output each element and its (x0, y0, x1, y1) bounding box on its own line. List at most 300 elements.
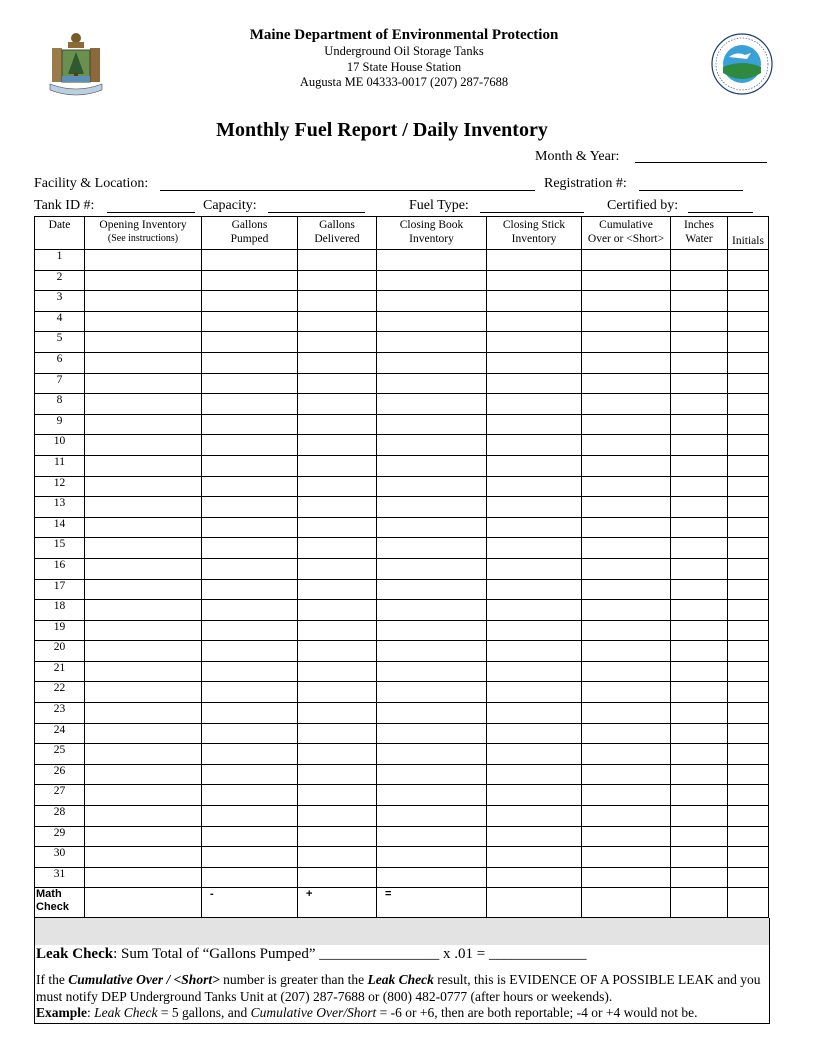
notice-part-1: If the (36, 972, 69, 987)
entry-cell[interactable] (487, 435, 582, 456)
entry-cell[interactable] (487, 600, 582, 621)
entry-cell[interactable] (377, 867, 487, 888)
entry-cell[interactable] (671, 558, 728, 579)
entry-cell[interactable] (728, 682, 769, 703)
entry-cell[interactable] (728, 826, 769, 847)
day-number: 24 (35, 723, 85, 744)
entry-cell[interactable] (582, 682, 671, 703)
entry-cell[interactable] (298, 352, 377, 373)
math-check-stick-cell[interactable] (487, 888, 582, 918)
entry-cell[interactable] (671, 394, 728, 415)
entry-cell[interactable] (377, 291, 487, 312)
entry-cell[interactable] (728, 847, 769, 868)
entry-cell[interactable] (582, 703, 671, 724)
entry-cell[interactable] (377, 826, 487, 847)
entry-cell[interactable] (728, 373, 769, 394)
entry-cell[interactable] (487, 455, 582, 476)
entry-cell[interactable] (671, 497, 728, 518)
entry-cell[interactable] (377, 641, 487, 662)
entry-cell[interactable] (202, 867, 298, 888)
entry-cell[interactable] (85, 538, 202, 559)
entry-cell[interactable] (582, 558, 671, 579)
table-row (35, 867, 769, 888)
entry-cell[interactable] (298, 641, 377, 662)
entry-cell[interactable] (728, 476, 769, 497)
entry-cell[interactable] (671, 373, 728, 394)
table-row (35, 641, 769, 662)
entry-cell[interactable] (202, 352, 298, 373)
registration-field[interactable] (639, 190, 743, 191)
entry-cell[interactable] (85, 558, 202, 579)
entry-cell[interactable] (728, 620, 769, 641)
fuel-type-field[interactable] (480, 212, 584, 213)
math-check-water-cell[interactable] (671, 888, 728, 918)
entry-cell[interactable] (728, 867, 769, 888)
entry-cell[interactable] (202, 703, 298, 724)
entry-cell[interactable] (377, 620, 487, 641)
entry-cell[interactable] (487, 291, 582, 312)
entry-cell[interactable] (728, 311, 769, 332)
capacity-field[interactable] (268, 212, 365, 213)
entry-cell[interactable] (487, 497, 582, 518)
col-stick-label-1: Closing Stick (502, 219, 566, 231)
entry-cell[interactable] (377, 394, 487, 415)
entry-cell[interactable] (671, 682, 728, 703)
entry-cell[interactable] (487, 682, 582, 703)
entry-cell[interactable] (582, 826, 671, 847)
entry-cell[interactable] (202, 291, 298, 312)
entry-cell[interactable] (487, 785, 582, 806)
entry-cell[interactable] (298, 414, 377, 435)
entry-cell[interactable] (85, 291, 202, 312)
entry-cell[interactable] (298, 661, 377, 682)
entry-cell[interactable] (487, 641, 582, 662)
col-date-label: Date (48, 219, 71, 231)
entry-cell[interactable] (377, 311, 487, 332)
entry-cell[interactable] (728, 558, 769, 579)
entry-cell[interactable] (377, 497, 487, 518)
entry-cell[interactable] (582, 476, 671, 497)
entry-cell[interactable] (728, 352, 769, 373)
entry-cell[interactable] (671, 744, 728, 765)
entry-cell[interactable] (728, 497, 769, 518)
entry-cell[interactable] (671, 723, 728, 744)
entry-cell[interactable] (728, 661, 769, 682)
capacity-label: Capacity: (203, 198, 257, 213)
entry-cell[interactable] (298, 455, 377, 476)
entry-cell[interactable] (487, 723, 582, 744)
example-leak-check: Leak Check (94, 1005, 158, 1020)
entry-cell[interactable] (582, 414, 671, 435)
col-date (35, 217, 85, 250)
entry-cell[interactable] (487, 764, 582, 785)
entry-cell[interactable] (671, 600, 728, 621)
entry-cell[interactable] (728, 579, 769, 600)
entry-cell[interactable] (202, 682, 298, 703)
day-number: 25 (35, 744, 85, 765)
table-row (35, 682, 769, 703)
entry-cell[interactable] (85, 661, 202, 682)
table-row (35, 352, 769, 373)
entry-cell[interactable] (377, 579, 487, 600)
entry-cell[interactable] (582, 250, 671, 271)
entry-cell[interactable] (377, 723, 487, 744)
page-title: Monthly Fuel Report / Daily Inventory (216, 119, 548, 141)
entry-cell[interactable] (202, 373, 298, 394)
entry-cell[interactable] (487, 517, 582, 538)
entry-cell[interactable] (298, 744, 377, 765)
entry-cell[interactable] (85, 455, 202, 476)
entry-cell[interactable] (298, 703, 377, 724)
entry-cell[interactable] (298, 311, 377, 332)
entry-cell[interactable] (202, 538, 298, 559)
entry-cell[interactable] (728, 394, 769, 415)
entry-cell[interactable] (85, 703, 202, 724)
entry-cell[interactable] (202, 517, 298, 538)
entry-cell[interactable] (377, 744, 487, 765)
entry-cell[interactable] (671, 455, 728, 476)
entry-cell[interactable] (298, 373, 377, 394)
entry-cell[interactable] (671, 826, 728, 847)
entry-cell[interactable] (728, 538, 769, 559)
entry-cell[interactable] (202, 497, 298, 518)
entry-cell[interactable] (85, 352, 202, 373)
table-row (35, 270, 769, 291)
entry-cell[interactable] (671, 847, 728, 868)
entry-cell[interactable] (671, 332, 728, 353)
entry-cell[interactable] (298, 826, 377, 847)
entry-cell[interactable] (202, 435, 298, 456)
entry-cell[interactable] (671, 806, 728, 827)
entry-cell[interactable] (728, 764, 769, 785)
entry-cell[interactable] (85, 764, 202, 785)
entry-cell[interactable] (671, 270, 728, 291)
entry-cell[interactable] (85, 414, 202, 435)
entry-cell[interactable] (298, 785, 377, 806)
certified-by-field[interactable] (688, 212, 753, 213)
entry-cell[interactable] (85, 435, 202, 456)
table-row (35, 661, 769, 682)
entry-cell[interactable] (582, 538, 671, 559)
example-part-1: : (87, 1005, 95, 1020)
entry-cell[interactable] (671, 620, 728, 641)
day-number: 22 (35, 682, 85, 703)
entry-cell[interactable] (298, 806, 377, 827)
entry-cell[interactable] (582, 311, 671, 332)
entry-cell[interactable] (85, 394, 202, 415)
entry-cell[interactable] (298, 620, 377, 641)
entry-cell[interactable] (85, 641, 202, 662)
entry-cell[interactable] (85, 847, 202, 868)
entry-cell[interactable] (582, 332, 671, 353)
entry-cell[interactable] (85, 867, 202, 888)
entry-cell[interactable] (671, 291, 728, 312)
entry-cell[interactable] (298, 764, 377, 785)
entry-cell[interactable] (582, 291, 671, 312)
entry-cell[interactable] (298, 497, 377, 518)
entry-cell[interactable] (582, 394, 671, 415)
entry-cell[interactable] (202, 270, 298, 291)
math-check-delivered-cell[interactable] (298, 888, 377, 918)
entry-cell[interactable] (377, 352, 487, 373)
entry-cell[interactable] (582, 847, 671, 868)
day-number: 1 (35, 250, 85, 271)
entry-cell[interactable] (85, 723, 202, 744)
day-number: 8 (35, 394, 85, 415)
entry-cell[interactable] (728, 270, 769, 291)
entry-cell[interactable] (487, 703, 582, 724)
entry-cell[interactable] (85, 806, 202, 827)
entry-cell[interactable] (671, 641, 728, 662)
col-opening-inventory (85, 217, 202, 250)
entry-cell[interactable] (728, 806, 769, 827)
entry-cell[interactable] (582, 785, 671, 806)
leak-check-line (36, 946, 586, 963)
entry-cell[interactable] (671, 414, 728, 435)
entry-cell[interactable] (377, 517, 487, 538)
entry-cell[interactable] (671, 867, 728, 888)
entry-cell[interactable] (202, 394, 298, 415)
entry-cell[interactable] (671, 764, 728, 785)
entry-cell[interactable] (298, 435, 377, 456)
entry-cell[interactable] (487, 476, 582, 497)
entry-cell[interactable] (202, 764, 298, 785)
entry-cell[interactable] (582, 270, 671, 291)
month-year-label: Month & Year: (535, 149, 620, 164)
entry-cell[interactable] (85, 250, 202, 271)
entry-cell[interactable] (377, 270, 487, 291)
entry-cell[interactable] (85, 682, 202, 703)
entry-cell[interactable] (671, 352, 728, 373)
math-check-cum-cell[interactable] (582, 888, 671, 918)
entry-cell[interactable] (671, 579, 728, 600)
entry-cell[interactable] (85, 517, 202, 538)
entry-cell[interactable] (298, 270, 377, 291)
entry-cell[interactable] (728, 744, 769, 765)
entry-cell[interactable] (85, 579, 202, 600)
table-row (35, 579, 769, 600)
entry-cell[interactable] (728, 723, 769, 744)
entry-cell[interactable] (202, 620, 298, 641)
entry-cell[interactable] (202, 414, 298, 435)
entry-cell[interactable] (377, 703, 487, 724)
entry-cell[interactable] (298, 847, 377, 868)
entry-cell[interactable] (487, 373, 582, 394)
entry-cell[interactable] (85, 270, 202, 291)
entry-cell[interactable] (582, 600, 671, 621)
entry-cell[interactable] (298, 600, 377, 621)
entry-cell[interactable] (377, 785, 487, 806)
entry-cell[interactable] (487, 847, 582, 868)
entry-cell[interactable] (487, 744, 582, 765)
entry-cell[interactable] (377, 806, 487, 827)
entry-cell[interactable] (582, 620, 671, 641)
entry-cell[interactable] (728, 703, 769, 724)
entry-cell[interactable] (202, 579, 298, 600)
entry-cell[interactable] (487, 558, 582, 579)
col-opening-label: Opening Inventory (99, 219, 187, 231)
entry-cell[interactable] (298, 723, 377, 744)
entry-cell[interactable] (85, 785, 202, 806)
entry-cell[interactable] (487, 332, 582, 353)
entry-cell[interactable] (671, 517, 728, 538)
entry-cell[interactable] (377, 455, 487, 476)
entry-cell[interactable] (85, 826, 202, 847)
entry-cell[interactable] (298, 682, 377, 703)
entry-cell[interactable] (298, 250, 377, 271)
entry-cell[interactable] (487, 311, 582, 332)
table-row (35, 847, 769, 868)
entry-cell[interactable] (487, 394, 582, 415)
entry-cell[interactable] (582, 744, 671, 765)
entry-cell[interactable] (202, 661, 298, 682)
entry-cell[interactable] (582, 723, 671, 744)
entry-cell[interactable] (377, 538, 487, 559)
entry-cell[interactable] (671, 476, 728, 497)
entry-cell[interactable] (487, 826, 582, 847)
entry-cell[interactable] (728, 641, 769, 662)
facility-location-field[interactable] (160, 190, 535, 191)
entry-cell[interactable] (298, 558, 377, 579)
entry-cell[interactable] (582, 641, 671, 662)
entry-cell[interactable] (728, 250, 769, 271)
entry-cell[interactable] (202, 250, 298, 271)
entry-cell[interactable] (85, 373, 202, 394)
entry-cell[interactable] (202, 723, 298, 744)
entry-cell[interactable] (582, 497, 671, 518)
entry-cell[interactable] (487, 806, 582, 827)
entry-cell[interactable] (728, 785, 769, 806)
day-number: 12 (35, 476, 85, 497)
entry-cell[interactable] (487, 414, 582, 435)
entry-cell[interactable] (202, 455, 298, 476)
entry-cell[interactable] (728, 517, 769, 538)
entry-cell[interactable] (671, 250, 728, 271)
table-row (35, 806, 769, 827)
entry-cell[interactable] (671, 538, 728, 559)
entry-cell[interactable] (671, 661, 728, 682)
entry-cell[interactable] (85, 476, 202, 497)
entry-cell[interactable] (671, 703, 728, 724)
table-row (35, 435, 769, 456)
entry-cell[interactable] (298, 867, 377, 888)
entry-cell[interactable] (487, 250, 582, 271)
entry-cell[interactable] (728, 435, 769, 456)
entry-cell[interactable] (671, 311, 728, 332)
day-number: 5 (35, 332, 85, 353)
entry-cell[interactable] (377, 682, 487, 703)
entry-cell[interactable] (377, 600, 487, 621)
entry-cell[interactable] (582, 455, 671, 476)
entry-cell[interactable] (487, 352, 582, 373)
entry-cell[interactable] (582, 352, 671, 373)
entry-cell[interactable] (728, 455, 769, 476)
entry-cell[interactable] (202, 785, 298, 806)
tank-id-field[interactable] (107, 212, 195, 213)
entry-cell[interactable] (298, 476, 377, 497)
math-check-opening-cell[interactable] (85, 888, 202, 918)
entry-cell[interactable] (582, 867, 671, 888)
entry-cell[interactable] (377, 332, 487, 353)
entry-cell[interactable] (202, 847, 298, 868)
day-number: 26 (35, 764, 85, 785)
program-name: Underground Oil Storage Tanks (324, 44, 484, 58)
entry-cell[interactable] (202, 332, 298, 353)
table-row (35, 250, 769, 271)
math-check-initials-cell[interactable] (728, 888, 769, 918)
entry-cell[interactable] (202, 806, 298, 827)
entry-cell[interactable] (728, 600, 769, 621)
entry-cell[interactable] (202, 311, 298, 332)
math-check-book-cell[interactable] (377, 888, 487, 918)
entry-cell[interactable] (85, 620, 202, 641)
day-number: 28 (35, 806, 85, 827)
agency-header (0, 26, 816, 91)
entry-cell[interactable] (582, 764, 671, 785)
entry-cell[interactable] (298, 332, 377, 353)
entry-cell[interactable] (85, 600, 202, 621)
entry-cell[interactable] (85, 332, 202, 353)
entry-cell[interactable] (377, 414, 487, 435)
entry-cell[interactable] (487, 867, 582, 888)
entry-cell[interactable] (377, 250, 487, 271)
entry-cell[interactable] (582, 373, 671, 394)
entry-cell[interactable] (582, 517, 671, 538)
entry-cell[interactable] (202, 476, 298, 497)
entry-cell[interactable] (202, 826, 298, 847)
day-number: 23 (35, 703, 85, 724)
entry-cell[interactable] (728, 291, 769, 312)
entry-cell[interactable] (202, 558, 298, 579)
entry-cell[interactable] (377, 373, 487, 394)
entry-cell[interactable] (298, 538, 377, 559)
entry-cell[interactable] (377, 847, 487, 868)
entry-cell[interactable] (377, 558, 487, 579)
entry-cell[interactable] (202, 744, 298, 765)
entry-cell[interactable] (487, 661, 582, 682)
entry-cell[interactable] (728, 332, 769, 353)
entry-cell[interactable] (202, 641, 298, 662)
entry-cell[interactable] (298, 394, 377, 415)
entry-cell[interactable] (582, 661, 671, 682)
entry-cell[interactable] (671, 785, 728, 806)
entry-cell[interactable] (487, 538, 582, 559)
entry-cell[interactable] (202, 600, 298, 621)
entry-cell[interactable] (298, 517, 377, 538)
entry-cell[interactable] (582, 579, 671, 600)
table-row (35, 558, 769, 579)
entry-cell[interactable] (582, 806, 671, 827)
entry-cell[interactable] (85, 311, 202, 332)
math-check-pumped-cell[interactable] (202, 888, 298, 918)
entry-cell[interactable] (377, 661, 487, 682)
entry-cell[interactable] (487, 270, 582, 291)
entry-cell[interactable] (377, 764, 487, 785)
entry-cell[interactable] (487, 579, 582, 600)
entry-cell[interactable] (377, 435, 487, 456)
entry-cell[interactable] (85, 744, 202, 765)
entry-cell[interactable] (671, 435, 728, 456)
table-row (35, 455, 769, 476)
month-year-field[interactable] (635, 162, 767, 163)
entry-cell[interactable] (298, 291, 377, 312)
entry-cell[interactable] (582, 435, 671, 456)
entry-cell[interactable] (85, 497, 202, 518)
entry-cell[interactable] (377, 476, 487, 497)
entry-cell[interactable] (728, 414, 769, 435)
entry-cell[interactable] (298, 579, 377, 600)
entry-cell[interactable] (487, 620, 582, 641)
